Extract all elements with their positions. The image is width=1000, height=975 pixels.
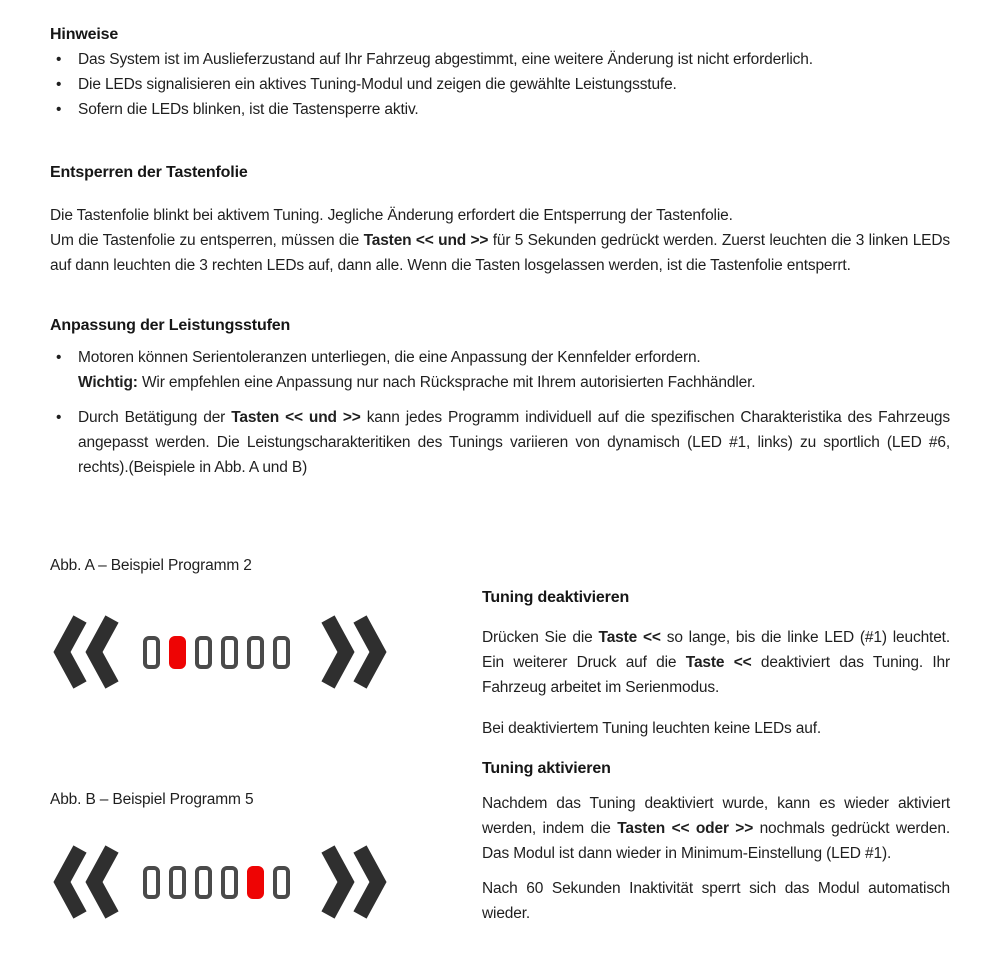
hinweise-bullet-2: • Die LEDs signalisieren ein aktives Tuning-Modul und zeigen die gewählte Leistungsstufe.: [50, 72, 950, 97]
anpassung-bullet-2: • Durch Betätigung der Tasten << und >> kann jedes Programm individuell auf die spezifischen Charakteristika des Fahrzeugs angepasst werden. Die Leistungscharakteritiken des Tunings variieren von dynamisch (LED #1, links) zu sportlich (LED #6, rechts).(Beispiele in Abb. A und B): [50, 405, 950, 480]
figure-a-label: Abb. A – Beispiel Programm 2: [50, 557, 252, 574]
top-section: [50, 22, 950, 480]
anpassung-heading: Anpassung der Leistungsstufen: [50, 317, 291, 334]
led-display: [143, 866, 290, 899]
led-3: [195, 866, 212, 899]
led-2-active: [169, 636, 186, 669]
tuning-deaktivieren-paragraph-2: Bei deaktiviertem Tuning leuchten keine LEDs auf.: [482, 720, 822, 737]
entsperren-heading: Entsperren der Tastenfolie: [50, 164, 248, 181]
double-chevron-right-icon: [310, 845, 390, 919]
tuning-deaktivieren-paragraph-1: Drücken Sie die Taste << so lange, bis die linke LED (#1) leuchtet. Ein weiterer Druck auf die Taste << deaktiviert das Tuning. Ihr Fahrzeug arbeitet im Serienmodus.: [482, 629, 950, 696]
figure-a-led-graphic: [50, 615, 470, 689]
tuning-aktivieren-heading: Tuning aktivieren: [482, 760, 611, 777]
double-chevron-left-icon: [50, 615, 130, 689]
entsperren-paragraph-2: Um die Tastenfolie zu entsperren, müssen die Tasten << und >> für 5 Sekunden gedrückt werden. Zuerst leuchten die 3 linken LEDs auf dann leuchten die 3 rechten LEDs auf, dann alle. Wenn die Tasten losgelassen werden, ist die Tastenfolie entsperrt.: [50, 232, 950, 274]
anpassung-list: [50, 345, 950, 480]
entsperren-paragraph-1: Die Tastenfolie blinkt bei aktivem Tuning. Jegliche Änderung erfordert die Entsperrung der Tastenfolie.: [50, 207, 733, 224]
led-6: [273, 866, 290, 899]
double-chevron-right-icon: [310, 615, 390, 689]
hinweise-list: [50, 47, 950, 122]
led-1: [143, 866, 160, 899]
led-4: [221, 866, 238, 899]
led-5: [247, 636, 264, 669]
led-1: [143, 636, 160, 669]
figure-b: [50, 787, 470, 919]
hinweise-heading: Hinweise: [50, 26, 119, 43]
led-6: [273, 636, 290, 669]
anpassung-bullet-1: • Motoren können Serientoleranzen unterliegen, die eine Anpassung der Kennfelder erfordern. Wichtig: Wir empfehlen eine Anpassung nur nach Rücksprache mit Ihrem autorisierten Fachhändler.: [50, 345, 950, 395]
hinweise-bullet-1: • Das System ist im Auslieferzustand auf Ihr Fahrzeug abgestimmt, eine weitere Änderung ist nicht erforderlich.: [50, 47, 950, 72]
figure-b-label: Abb. B – Beispiel Programm 5: [50, 791, 254, 808]
tuning-aktivieren-paragraph-1: Nachdem das Tuning deaktiviert wurde, kann es wieder aktiviert werden, indem die Tasten << oder >> nochmals gedrückt werden. Das Modul ist dann wieder in Minimum-Einstellung (LED #1).: [482, 795, 950, 862]
figure-a: [50, 553, 470, 689]
led-5-active: [247, 866, 264, 899]
led-display: [143, 636, 290, 669]
led-3: [195, 636, 212, 669]
figure-b-led-graphic: [50, 845, 470, 919]
led-4: [221, 636, 238, 669]
hinweise-bullet-3: • Sofern die LEDs blinken, ist die Tastensperre aktiv.: [50, 97, 950, 122]
led-2: [169, 866, 186, 899]
right-column: [482, 585, 950, 926]
tuning-deaktivieren-heading: Tuning deaktivieren: [482, 589, 630, 606]
double-chevron-left-icon: [50, 845, 130, 919]
tuning-aktivieren-paragraph-2: Nach 60 Sekunden Inaktivität sperrt sich das Modul automatisch wieder.: [482, 880, 950, 922]
